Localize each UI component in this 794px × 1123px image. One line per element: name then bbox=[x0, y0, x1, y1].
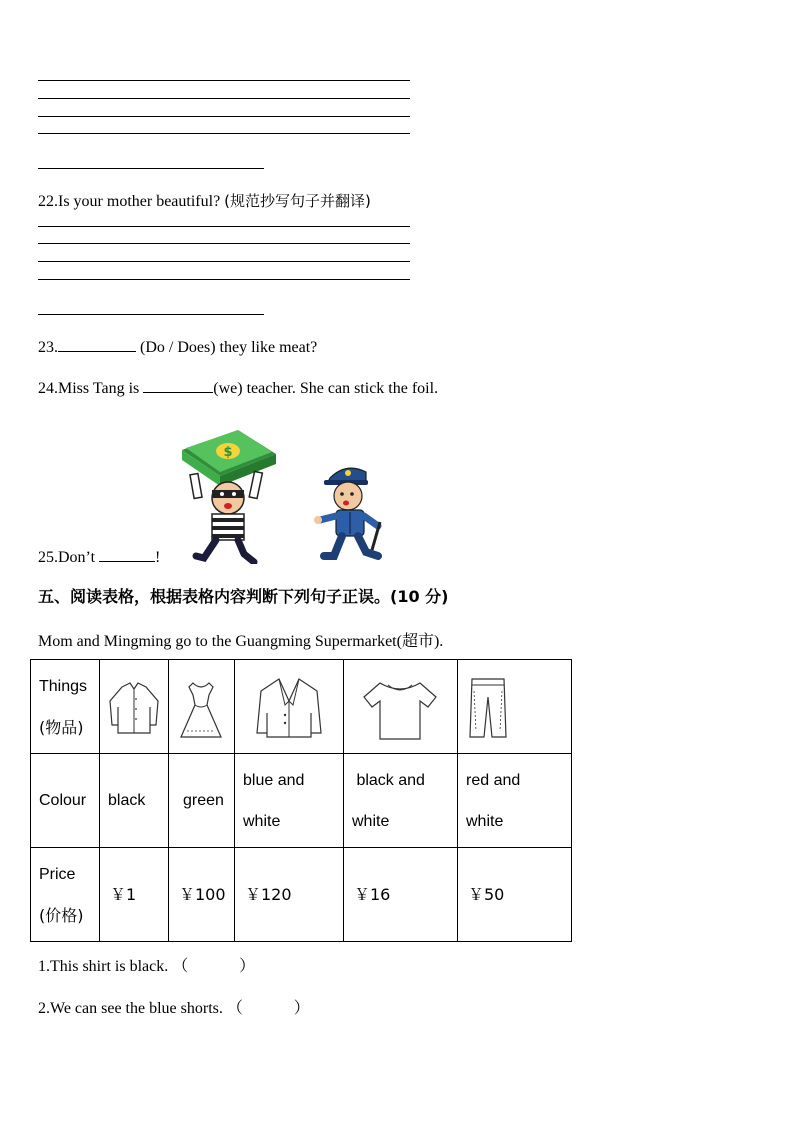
dress-icon bbox=[169, 661, 234, 753]
table-cell: green bbox=[169, 754, 235, 848]
police-illustration bbox=[312, 460, 392, 564]
writing-line bbox=[38, 98, 410, 99]
question-22 bbox=[38, 190, 371, 211]
table-cell: ￥16 bbox=[344, 848, 458, 942]
statement-2: 2.We can see the blue shorts. （ ） bbox=[38, 998, 310, 1017]
question-number: 22. bbox=[38, 193, 58, 210]
question-25 bbox=[38, 547, 160, 567]
table-cell bbox=[235, 660, 344, 754]
writing-line bbox=[38, 116, 410, 117]
answer-blank[interactable] bbox=[99, 547, 155, 562]
table-cell bbox=[100, 660, 169, 754]
shopping-table bbox=[30, 659, 572, 942]
svg-text:$: $ bbox=[223, 445, 233, 460]
section-heading: 五、阅读表格，根据表格内容判断下列句子正误。(10 分) bbox=[38, 587, 449, 606]
table-header-cell: Things (物品) bbox=[31, 660, 100, 754]
table-cell: black and white bbox=[344, 754, 458, 848]
answer-blank[interactable] bbox=[143, 378, 213, 393]
question-number: 23. bbox=[38, 339, 58, 356]
writing-line[interactable] bbox=[38, 279, 410, 280]
table-cell: red and white bbox=[458, 754, 572, 848]
table-cell: ￥120 bbox=[235, 848, 344, 942]
writing-line bbox=[38, 80, 410, 81]
answer-parentheses[interactable]: （ ） bbox=[226, 998, 310, 1017]
table-cell bbox=[458, 660, 572, 754]
question-text: Don’t bbox=[58, 549, 100, 566]
table-header-cell: Price (价格) bbox=[31, 848, 100, 942]
section-intro: Mom and Mingming go to the Guangming Supermarket(超市). bbox=[38, 633, 444, 650]
table-cell: blue and white bbox=[235, 754, 344, 848]
tshirt-icon bbox=[344, 661, 457, 753]
table-cell: black bbox=[100, 754, 169, 848]
police-officer-icon bbox=[312, 460, 392, 564]
writing-line bbox=[38, 168, 264, 169]
table-row bbox=[31, 754, 572, 848]
pants-icon bbox=[458, 661, 571, 753]
thief-icon bbox=[178, 428, 278, 564]
writing-line[interactable] bbox=[38, 243, 410, 244]
table-row bbox=[31, 660, 572, 754]
table-cell bbox=[344, 660, 458, 754]
writing-line[interactable] bbox=[38, 226, 410, 227]
table-cell bbox=[169, 660, 235, 754]
question-text: Miss Tang is bbox=[58, 380, 144, 397]
shirt-icon bbox=[100, 661, 168, 753]
table-cell: ￥50 bbox=[458, 848, 572, 942]
question-text: (Do / Does) they like meat? bbox=[136, 339, 318, 356]
answer-parentheses[interactable]: （ ） bbox=[172, 956, 256, 975]
question-text: (we) teacher. She can stick the foil. bbox=[213, 380, 439, 397]
jacket-icon bbox=[235, 661, 343, 753]
thief-illustration bbox=[178, 428, 278, 564]
question-23 bbox=[38, 337, 317, 357]
table-cell: ￥100 bbox=[169, 848, 235, 942]
question-instruction: (规范抄写句子并翻译) bbox=[224, 192, 371, 210]
question-number: 24. bbox=[38, 380, 58, 397]
question-number: 25. bbox=[38, 549, 58, 566]
question-text: Is your mother beautiful? bbox=[58, 193, 225, 210]
table-cell: ￥1 bbox=[100, 848, 169, 942]
writing-line[interactable] bbox=[38, 261, 410, 262]
writing-line bbox=[38, 133, 410, 134]
table-header-cell: Colour bbox=[31, 754, 100, 848]
table-row bbox=[31, 848, 572, 942]
question-24 bbox=[38, 378, 438, 398]
answer-blank[interactable] bbox=[58, 337, 136, 352]
statement-1: 1.This shirt is black. （ ） bbox=[38, 956, 256, 975]
writing-line[interactable] bbox=[38, 314, 264, 315]
question-text: ! bbox=[155, 549, 161, 566]
